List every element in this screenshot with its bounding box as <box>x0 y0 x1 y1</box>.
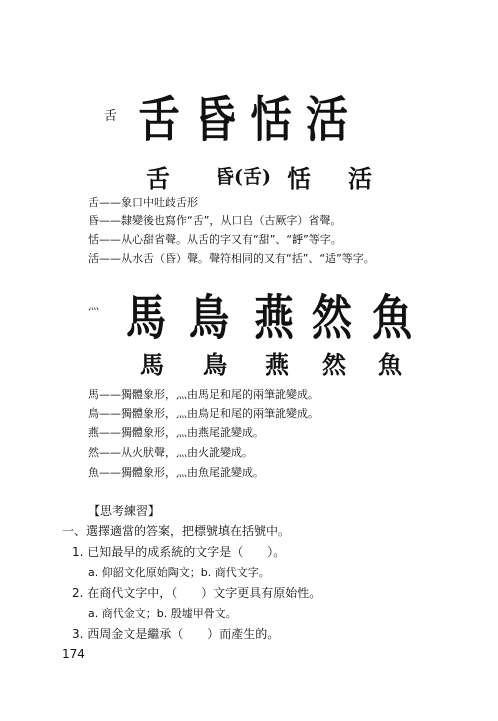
exercise-options-2: a. 商代金文；b. 殷墟甲骨文。 <box>88 607 237 620</box>
section2-gloss-1: 馬——獨體象形，灬由馬足和尾的兩筆訛變成。 <box>88 388 319 401</box>
exercise-instruction: 一、選擇適當的答案，把標號填在括號中。 <box>62 524 291 538</box>
seal-char-1: 舌 <box>138 91 195 148</box>
section2-gloss-5: 魚——獨體象形，灬由魚尾訛變成。 <box>88 466 264 479</box>
section1-label: 舌 <box>104 109 118 124</box>
section1-modern-char-3: 恬 <box>287 164 311 193</box>
section2-seal-char-2: 鳥 <box>189 289 229 346</box>
page-number: 174 <box>62 647 85 661</box>
section1-gloss-2: 昏——隸變後也寫作“舌”，从口𠂤（古厥字）省聲。 <box>88 214 342 227</box>
section2-seal-char-4: 然 <box>312 289 352 346</box>
section1-seal-row <box>138 82 362 151</box>
section2-modern-char-3: 燕 <box>265 350 289 379</box>
section2-modern-char-1: 馬 <box>140 350 164 379</box>
section1-gloss-1: 舌——象口中吐歧舌形 <box>88 196 198 209</box>
section1-modern-char-1: 舌 <box>146 164 170 193</box>
seal-char-2: 昏 <box>194 91 251 148</box>
exercise-question-1: 1. 已知最早的成系統的文字是（ ）。 <box>72 545 286 559</box>
section1-gloss-4: 活——从水舌（昏）聲。聲符相同的又有“括”、“适”等字。 <box>88 252 375 265</box>
section2-seal-char-5: 魚 <box>372 289 412 346</box>
section2-label: 灬 <box>88 299 99 312</box>
exercise-options-1: a. 仰韶文化原始陶文；b. 商代文字。 <box>88 566 270 579</box>
exercise-title: 【思考練習】 <box>88 504 161 518</box>
section2-modern-char-2: 鳥 <box>203 350 227 379</box>
exercise-question-3: 3. 西周金文是繼承（ ）而產生的。 <box>72 627 280 641</box>
section1-gloss-3: 恬——从心甜省聲。从舌的字又有“甜”、“𧦝”等字。 <box>88 233 342 246</box>
section1-modern-char-4: 活 <box>348 164 372 193</box>
section2-gloss-3: 燕——獨體象形，灬由燕尾訛變成。 <box>88 426 264 439</box>
seal-char-3: 恬 <box>250 91 307 148</box>
section2-modern-char-4: 然 <box>322 350 346 379</box>
exercise-question-2: 2. 在商代文字中，（ ）文字更具有原始性。 <box>72 586 322 600</box>
section1-modern-char-2: 昏(舌) <box>215 166 271 188</box>
section2-gloss-2: 鳥——獨體象形，灬由鳥足和尾的兩筆訛變成。 <box>88 407 319 420</box>
section2-seal-char-3: 燕 <box>254 289 294 346</box>
seal-char-4: 活 <box>306 91 363 148</box>
section2-modern-char-5: 魚 <box>378 350 402 379</box>
section2-gloss-4: 然——从火肰聲，灬由火訛變成。 <box>88 446 253 459</box>
section2-seal-char-1: 馬 <box>126 289 166 346</box>
